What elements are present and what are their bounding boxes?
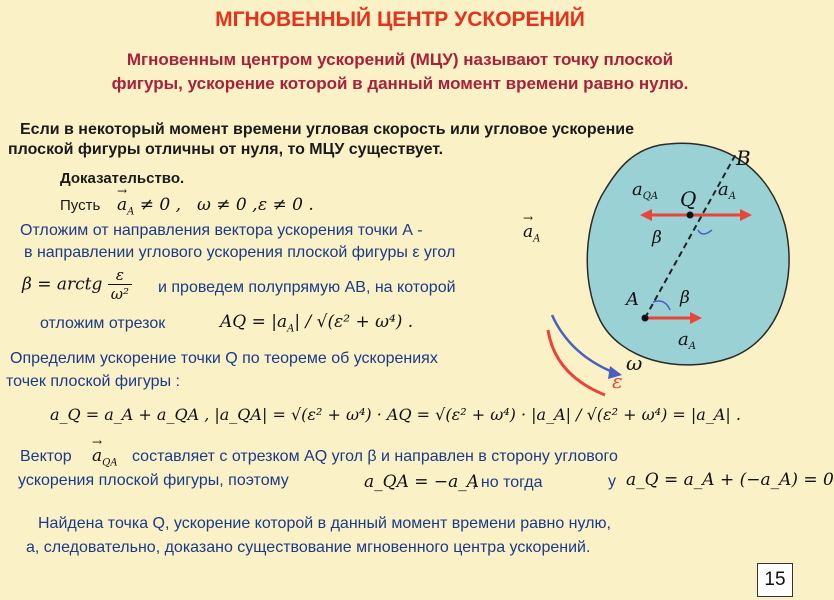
accel-line: ускорения плоской фигуры, поэтому [18, 472, 289, 489]
label-beta-top: β [652, 228, 662, 248]
step4-line-2: точек плоской фигуры : [6, 373, 180, 390]
label-b: B [736, 146, 751, 170]
definition-line-1: Мгновенным центром ускорений (МЦУ) называют точку плоской [126, 50, 674, 69]
conclusion-line-2: а, следовательно, доказано существование мгновенного центра ускорений. [26, 539, 591, 556]
label-q: Q [680, 187, 697, 211]
step1-line-1: Отложим от направления вектора ускорения точки А - [20, 222, 423, 239]
definition-line-2: фигуры, ускорение которой в данный момент времени равно нулю. [111, 74, 689, 93]
then-text: , но тогда [472, 474, 543, 491]
epsilon-arc [548, 330, 605, 395]
page-title: МГНОВЕННЫЙ ЦЕНТР УСКОРЕНИЙ [215, 8, 585, 31]
condition-epsilon: ε ≠ 0 . [258, 195, 314, 215]
step2-text: и проведем полупрямую АВ, на которой [158, 279, 456, 296]
label-beta-bottom: β [680, 288, 690, 308]
condition-omega: ω ≠ 0 , [197, 195, 258, 215]
conclusion-line-1: Найдена точка Q, ускорение которой в данный момент времени равно нулю, [38, 515, 611, 532]
proof-heading: Доказательство. [60, 170, 185, 187]
vector-word: Вектор [20, 448, 72, 465]
y-letter: у [608, 473, 616, 490]
page-number: 15 [757, 563, 793, 597]
proof-let-label: Пусть [60, 197, 101, 214]
statement-line-1: Если в некоторый момент времени угловая скорость или угловое ускорение [20, 121, 634, 138]
vector-a-a: → a [117, 195, 127, 215]
step4-line-1: Определим ускорение точки Q по теореме об ускорениях [10, 350, 438, 367]
point-a [642, 315, 649, 322]
final-formula: a_Q = a_A + (−a_A) = 0 [626, 470, 834, 490]
label-a-a-bottom: $a_A$ [678, 329, 696, 352]
relation-formula: a_QA = −a_A [364, 472, 480, 492]
main-formula: a_Q = a_A + a_QA , |a_QA| = √(ε² + ω⁴) · AQ = √(ε² + ω⁴) · |a_A| / √(ε² + ω⁴) = |a_A| . [50, 405, 741, 424]
label-epsilon: ε [612, 369, 623, 393]
label-omega: ω [626, 351, 643, 375]
aq-formula: AQ = $|a_A| / √(\varepsilon^2 + \omega^4)$ . [220, 312, 414, 335]
acceleration-figure [540, 130, 800, 400]
beta-formula: β = arctg $\frac{\varepsilon}{\text{ω²}}$ [22, 266, 132, 303]
step1-vector-a-a: → $a_A$ [523, 222, 540, 244]
label-a-a-top: $a_A$ [718, 179, 736, 202]
statement-line-2: плоской фигуры отличны от нуля, то МЦУ существует. [8, 141, 444, 158]
step1-line-2: в направлении углового ускорения плоской фигуры ε угол [24, 244, 456, 261]
point-q [687, 212, 694, 219]
condition-a-a: → $a_A \ne 0$ , [117, 195, 181, 217]
label-a-qa: $a_{QA}$ [632, 179, 659, 202]
vector-a-qa: → $a_{QA}$ [92, 446, 118, 468]
step3-text: отложим отрезок [40, 315, 166, 332]
vector-line-rest: составляет с отрезком AQ угол β и направлен в сторону углового [132, 448, 618, 465]
label-a: A [626, 289, 639, 310]
